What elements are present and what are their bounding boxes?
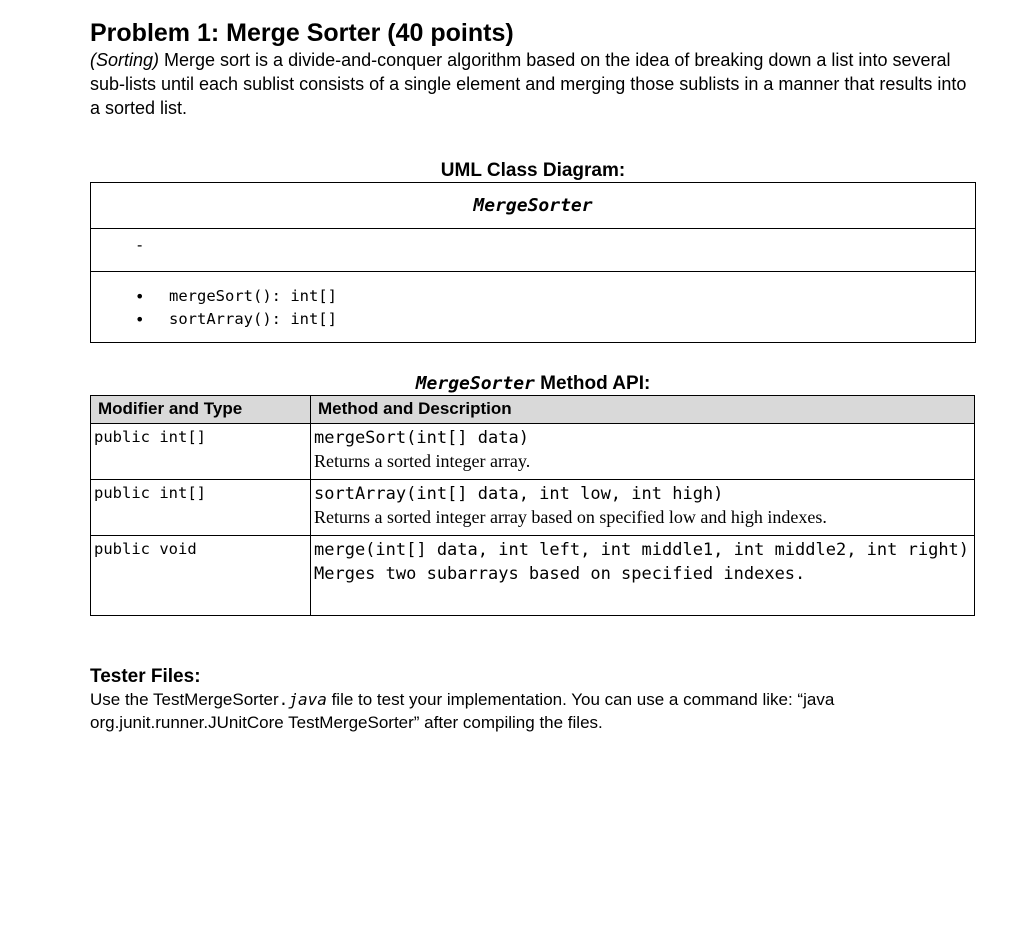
- bullet-icon: •: [135, 287, 145, 306]
- method-cell: [311, 480, 975, 536]
- uml-class-name: MergeSorter: [91, 183, 975, 229]
- tester-text-before: Use the TestMergeSorter: [90, 690, 279, 709]
- uml-method-label: mergeSort(): int[]: [169, 287, 337, 305]
- api-table: [90, 395, 975, 616]
- api-heading: [90, 373, 976, 395]
- table-row: [91, 424, 975, 480]
- method-signature: sortArray(int[] data, int low, int high): [314, 484, 724, 504]
- method-description: Returns a sorted integer array.: [314, 451, 531, 471]
- tester-file-ext: java: [288, 690, 327, 709]
- table-row: [91, 536, 975, 616]
- method-description: Merges two subarrays based on specified indexes.: [314, 564, 806, 584]
- column-header-method: Method and Description: [311, 396, 975, 424]
- tester-file-extension: [279, 690, 327, 709]
- modifier-cell: public void: [91, 536, 311, 616]
- tester-text: [90, 688, 976, 734]
- tester-file-dot: .: [278, 690, 289, 709]
- uml-heading: UML Class Diagram:: [440, 160, 626, 181]
- intro-text: Merge sort is a divide-and-conquer algorithm based on the idea of breaking down a list into several sub-lists until each sublist consists of a single element and merging those sublists in a manner that results into a sorted list.: [90, 50, 967, 118]
- problem-intro: [90, 48, 976, 120]
- problem-title: Problem 1: Merge Sorter (40 points): [90, 19, 514, 47]
- intro-lead: (Sorting): [90, 50, 160, 70]
- column-header-modifier: Modifier and Type: [91, 396, 311, 424]
- document-page: [90, 18, 976, 734]
- modifier-cell: public int[]: [91, 424, 311, 480]
- method-description: Returns a sorted integer array based on specified low and high indexes.: [314, 507, 827, 527]
- modifier-cell: public int[]: [91, 480, 311, 536]
- method-cell: [311, 536, 975, 616]
- uml-attributes-placeholder: -: [137, 237, 143, 254]
- uml-method-item: [135, 308, 337, 331]
- uml-method-label: sortArray(): int[]: [169, 310, 337, 328]
- method-cell: [311, 424, 975, 480]
- api-heading-suffix: Method API:: [534, 373, 651, 394]
- uml-attributes: [91, 229, 975, 272]
- tester-text-after: file to test your implementation. You can use a command like: “java org.junit.runner.JUnitCore TestMergeSorter” after compiling the files.: [90, 690, 835, 732]
- method-signature: mergeSort(int[] data): [314, 428, 529, 448]
- uml-methods: [91, 272, 975, 342]
- method-signature: merge(int[] data, int left, int middle1, int middle2, int right): [314, 540, 970, 560]
- table-row: [91, 480, 975, 536]
- tester-heading: Tester Files:: [90, 666, 201, 687]
- uml-method-item: [135, 285, 337, 308]
- bullet-icon: •: [135, 310, 145, 329]
- api-heading-class: MergeSorter: [415, 373, 535, 394]
- api-header-row: [91, 396, 975, 424]
- uml-class-box: [90, 182, 976, 343]
